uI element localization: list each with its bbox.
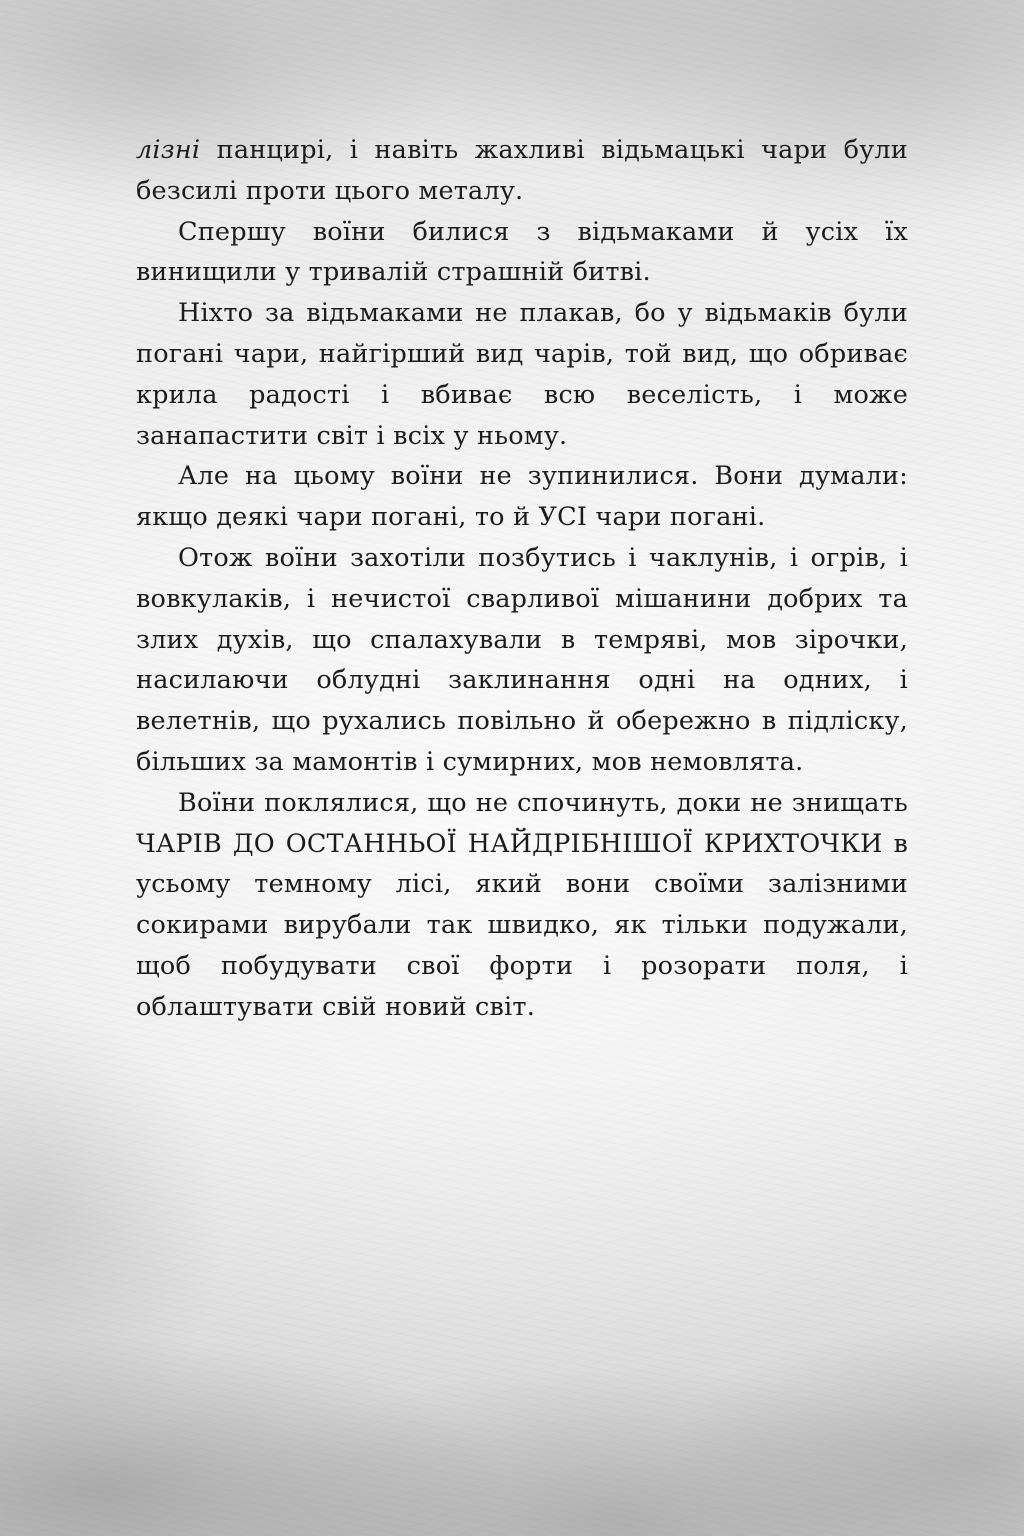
paragraph-2: Спершу воїни билися з відьмаками й усіх їх винищили у тривалій страшній битві. [136,216,908,288]
paragraph-6: Воїни поклялися, що не спочинуть, доки не знищать ЧАРІВ ДО ОСТАННЬОЇ НАЙДРІБНІШОЇ КРИХТОЧКИ в усьому темному лісі, який вони своїми залізними сокирами вирубали так швидко, як тільки подужали, щоб побудувати свої форти і розорати поля, і облаштувати свій новий світ. [136,787,908,1022]
paragraph-1 [136,130,908,212]
paragraph-1-italic-lead: лізні [136,135,201,165]
paragraph-4: Але на цьому воїни не зупинилися. Вони думали: якщо деякі чари погані, то й УСІ чари погані. [136,461,908,533]
paragraph-1-text: панцирі, і навіть жахливі відьмацькі чари були безсилі проти цього металу. [136,135,908,206]
page-text-body [136,130,908,1028]
paragraph-5: Отож воїни захотіли позбутись і чаклунів, і огрів, і вовкулаків, і нечистої сварливої мішанини добрих та злих духів, що спалахували в темряві, мов зірочки, насилаючи облудні заклинання одні на одних, і велетнів, що рухались повільно й обережно в підліску, більших за мамонтів і сумирних, мов немовлята. [136,542,908,777]
paragraph-3: Ніхто за відьмаками не плакав, бо у відьмаків були погані чари, найгірший вид чарів, той вид, що обриває крила радості і вбиває всю веселість, і може занапастити світ і всіх у ньому. [136,298,908,451]
